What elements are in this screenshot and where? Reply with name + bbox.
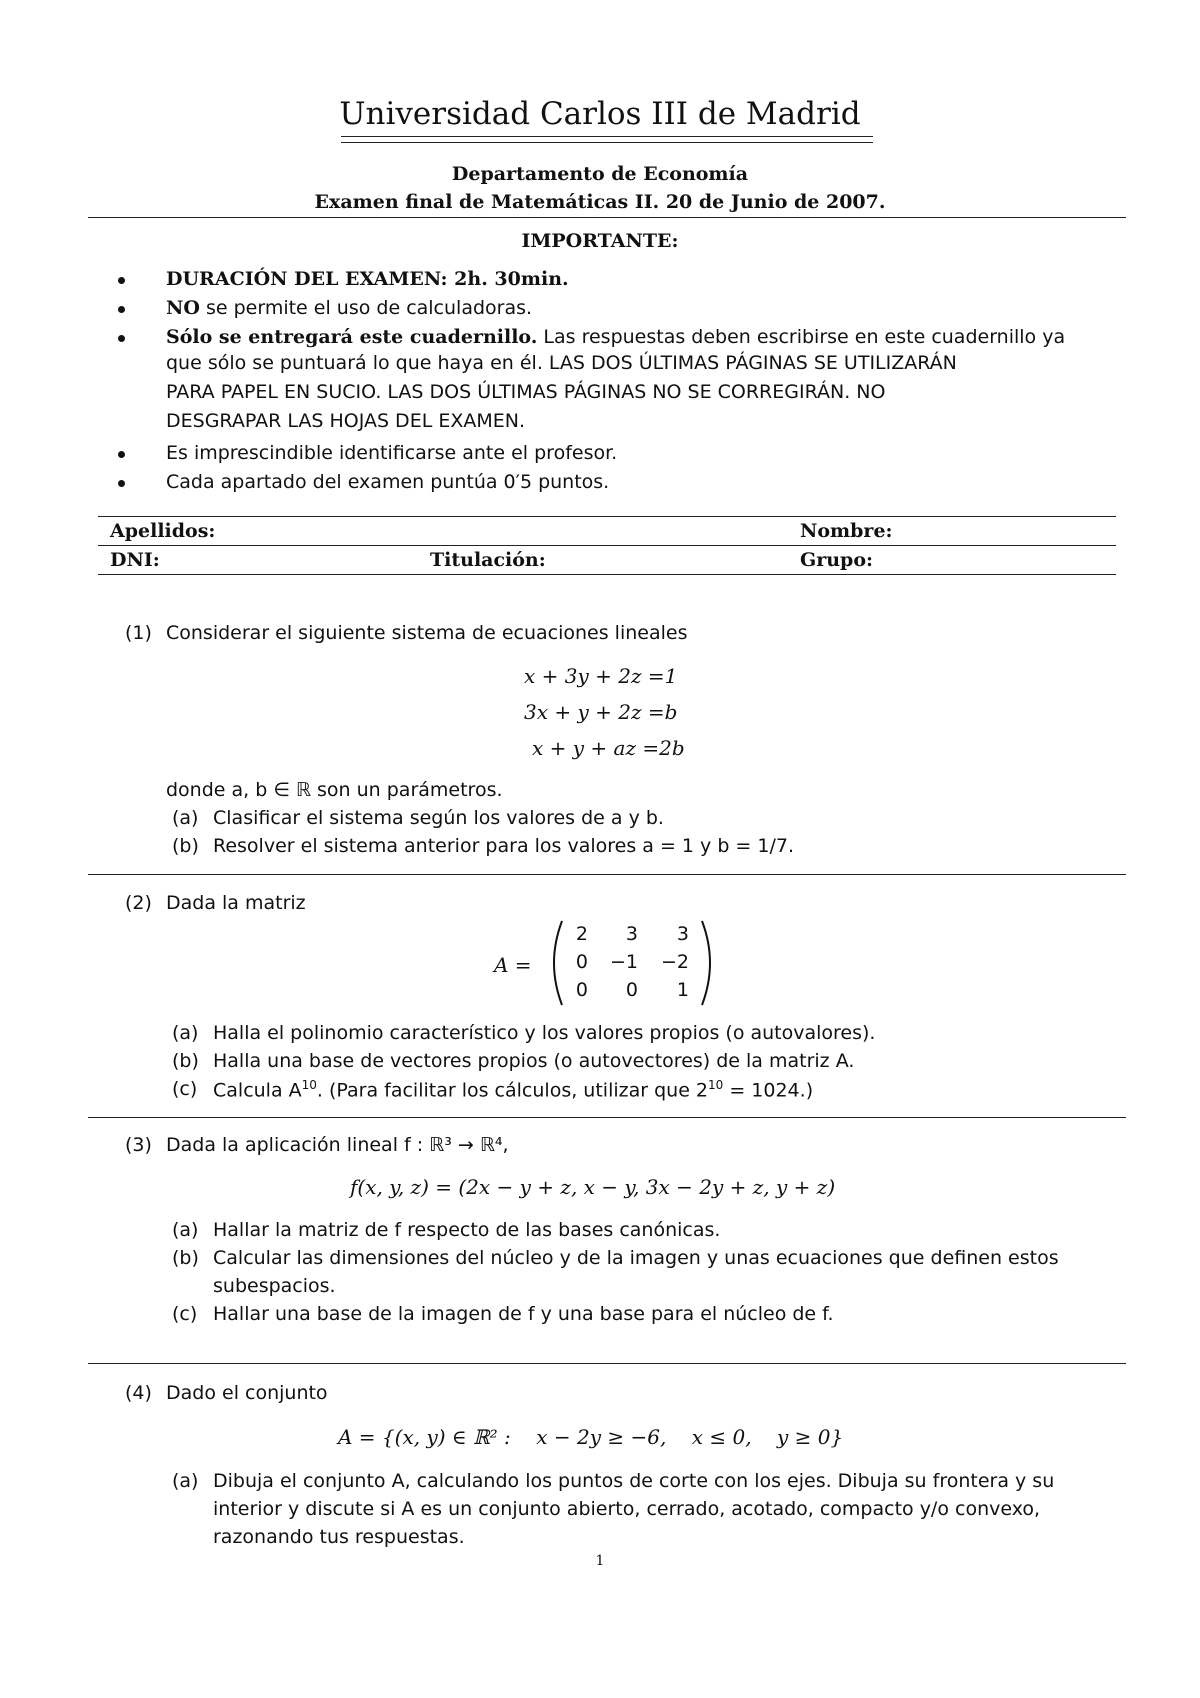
q1-equation-1: x + 3y + 2z =1 xyxy=(524,664,678,688)
q1-a-label: (a) xyxy=(172,807,199,829)
bullet-dot xyxy=(118,335,125,342)
q3-separator xyxy=(88,1363,1126,1364)
q3-a-text: Hallar la matriz de f respecto de las bases canónicas. xyxy=(213,1219,721,1241)
q2-c-sup-1: 10 xyxy=(301,1078,317,1092)
q4-a-label: (a) xyxy=(172,1470,199,1492)
q2-c-text xyxy=(213,1078,813,1101)
q1-equation-2: 3x + y + 2z =b xyxy=(524,700,678,724)
q1-intro: Considerar el siguiente sistema de ecuaciones lineales xyxy=(166,622,688,644)
q2-c-label: (c) xyxy=(172,1078,198,1100)
page-number: 1 xyxy=(595,1553,605,1569)
matrix-cell: −1 xyxy=(609,951,638,973)
q4-a-text-1: Dibuja el conjunto A, calculando los puntos de corte con los ejes. Dibuja su frontera y su xyxy=(213,1470,1055,1492)
q4-a-text-2: interior y discute si A es un conjunto abierto, cerrado, acotado, compacto y/o convexo, xyxy=(213,1498,1041,1520)
q1-equation-3: x + y + az =2b xyxy=(532,736,685,760)
matrix-cell: 3 xyxy=(676,923,689,945)
form-rule-middle xyxy=(98,545,1116,546)
q2-number: (2) xyxy=(125,892,152,914)
q2-c-part-1: Calcula A xyxy=(213,1079,302,1102)
matrix-cell: 1 xyxy=(676,979,689,1001)
q2-c-sup-2: 10 xyxy=(708,1078,724,1092)
q2-separator xyxy=(88,1117,1126,1118)
calculators-bold: NO xyxy=(166,297,200,319)
q2-matrix-name: A = xyxy=(494,953,532,977)
bullet-dot xyxy=(118,306,125,313)
booklet-bold: Sólo se entregará este cuadernillo. xyxy=(166,326,538,348)
dni-label: DNI: xyxy=(110,549,160,571)
q2-c-part-3: = 1024.) xyxy=(723,1079,814,1102)
identify-text: Es imprescindible identificarse ante el profesor. xyxy=(166,442,618,464)
q3-number: (3) xyxy=(125,1134,152,1156)
q1-b-label: (b) xyxy=(172,835,199,857)
q2-b-label: (b) xyxy=(172,1050,199,1072)
q1-a-text: Clasificar el sistema según los valores de a y b. xyxy=(213,807,664,829)
q4-a-text-3: razonando tus respuestas. xyxy=(213,1526,465,1548)
q3-formula: f(x, y, z) = (2x − y + z, x − y, 3x − 2y + z, y + z) xyxy=(350,1175,836,1199)
q3-a-label: (a) xyxy=(172,1219,199,1241)
q3-intro: Dada la aplicación lineal f : ℝ³ → ℝ⁴, xyxy=(166,1134,509,1156)
title-underline-1 xyxy=(341,136,873,137)
q2-a-label: (a) xyxy=(172,1022,199,1044)
calculators-rest: se permite el uso de calculadoras. xyxy=(205,297,533,319)
booklet-line-3: PARA PAPEL EN SUCIO. LAS DOS ÚLTIMAS PÁGINAS NO SE CORREGIRÁN. NO xyxy=(166,381,886,403)
q4-set: A = {(x, y) ∈ ℝ² : x − 2y ≥ −6, x ≤ 0, y ≥ 0} xyxy=(338,1425,844,1449)
q4-number: (4) xyxy=(125,1382,152,1404)
booklet-line-4: DESGRAPAR LAS HOJAS DEL EXAMEN. xyxy=(166,410,525,432)
q3-b-text-1: Calcular las dimensiones del núcleo y de la imagen y unas ecuaciones que definen estos xyxy=(213,1247,1059,1269)
duration-text: DURACIÓN DEL EXAMEN: 2h. 30min. xyxy=(166,268,569,290)
booklet-rest: Las respuestas deben escribirse en este cuadernillo ya xyxy=(543,326,1066,348)
booklet-line-1 xyxy=(166,323,1065,352)
booklet-line-2: que sólo se puntuará lo que haya en él. LAS DOS ÚLTIMAS PÁGINAS SE UTILIZARÁN xyxy=(166,352,957,374)
q3-b-text-2: subespacios. xyxy=(213,1275,336,1297)
calculators-text xyxy=(166,294,532,323)
q2-a-text: Halla el polinomio característico y los valores propios (o autovalores). xyxy=(213,1022,876,1044)
bullet-dot xyxy=(118,451,125,458)
important-heading: IMPORTANTE: xyxy=(521,230,679,252)
q1-number: (1) xyxy=(125,622,152,644)
header-rule xyxy=(88,217,1126,218)
grupo-label: Grupo: xyxy=(800,549,874,571)
university-title: Universidad Carlos III de Madrid xyxy=(339,96,861,132)
matrix-cell: −2 xyxy=(660,951,689,973)
q2-c-part-2: . (Para facilitar los cálculos, utilizar que 2 xyxy=(316,1079,709,1102)
bullet-dot xyxy=(118,480,125,487)
matrix-cell: 2 xyxy=(575,923,588,945)
matrix-cell: 0 xyxy=(575,951,588,973)
q1-where: donde a, b ∈ ℝ son un parámetros. xyxy=(166,779,503,801)
matrix-cell: 0 xyxy=(625,979,638,1001)
q2-b-text: Halla una base de vectores propios (o autovectores) de la matriz A. xyxy=(213,1050,855,1072)
q3-c-text: Hallar una base de la imagen de f y una base para el núcleo de f. xyxy=(213,1303,834,1325)
exam-title: Examen final de Matemáticas II. 20 de Junio de 2007. xyxy=(314,191,886,213)
matrix-cell: 0 xyxy=(575,979,588,1001)
department: Departamento de Economía xyxy=(451,163,749,185)
q1-separator xyxy=(88,874,1126,875)
apellidos-label: Apellidos: xyxy=(110,520,216,542)
title-underline-2 xyxy=(341,142,873,143)
q3-b-label: (b) xyxy=(172,1247,199,1269)
matrix-cell: 3 xyxy=(625,923,638,945)
q3-c-label: (c) xyxy=(172,1303,198,1325)
form-rule-bottom xyxy=(98,574,1116,575)
points-text: Cada apartado del examen puntúa 0′5 puntos. xyxy=(166,471,610,493)
q4-intro: Dado el conjunto xyxy=(166,1382,328,1404)
titulacion-label: Titulación: xyxy=(430,549,546,571)
nombre-label: Nombre: xyxy=(800,520,893,542)
q1-b-text: Resolver el sistema anterior para los valores a = 1 y b = 1/7. xyxy=(213,835,795,857)
bullet-dot xyxy=(118,277,125,284)
q2-intro: Dada la matriz xyxy=(166,892,306,914)
form-rule-top xyxy=(98,516,1116,517)
